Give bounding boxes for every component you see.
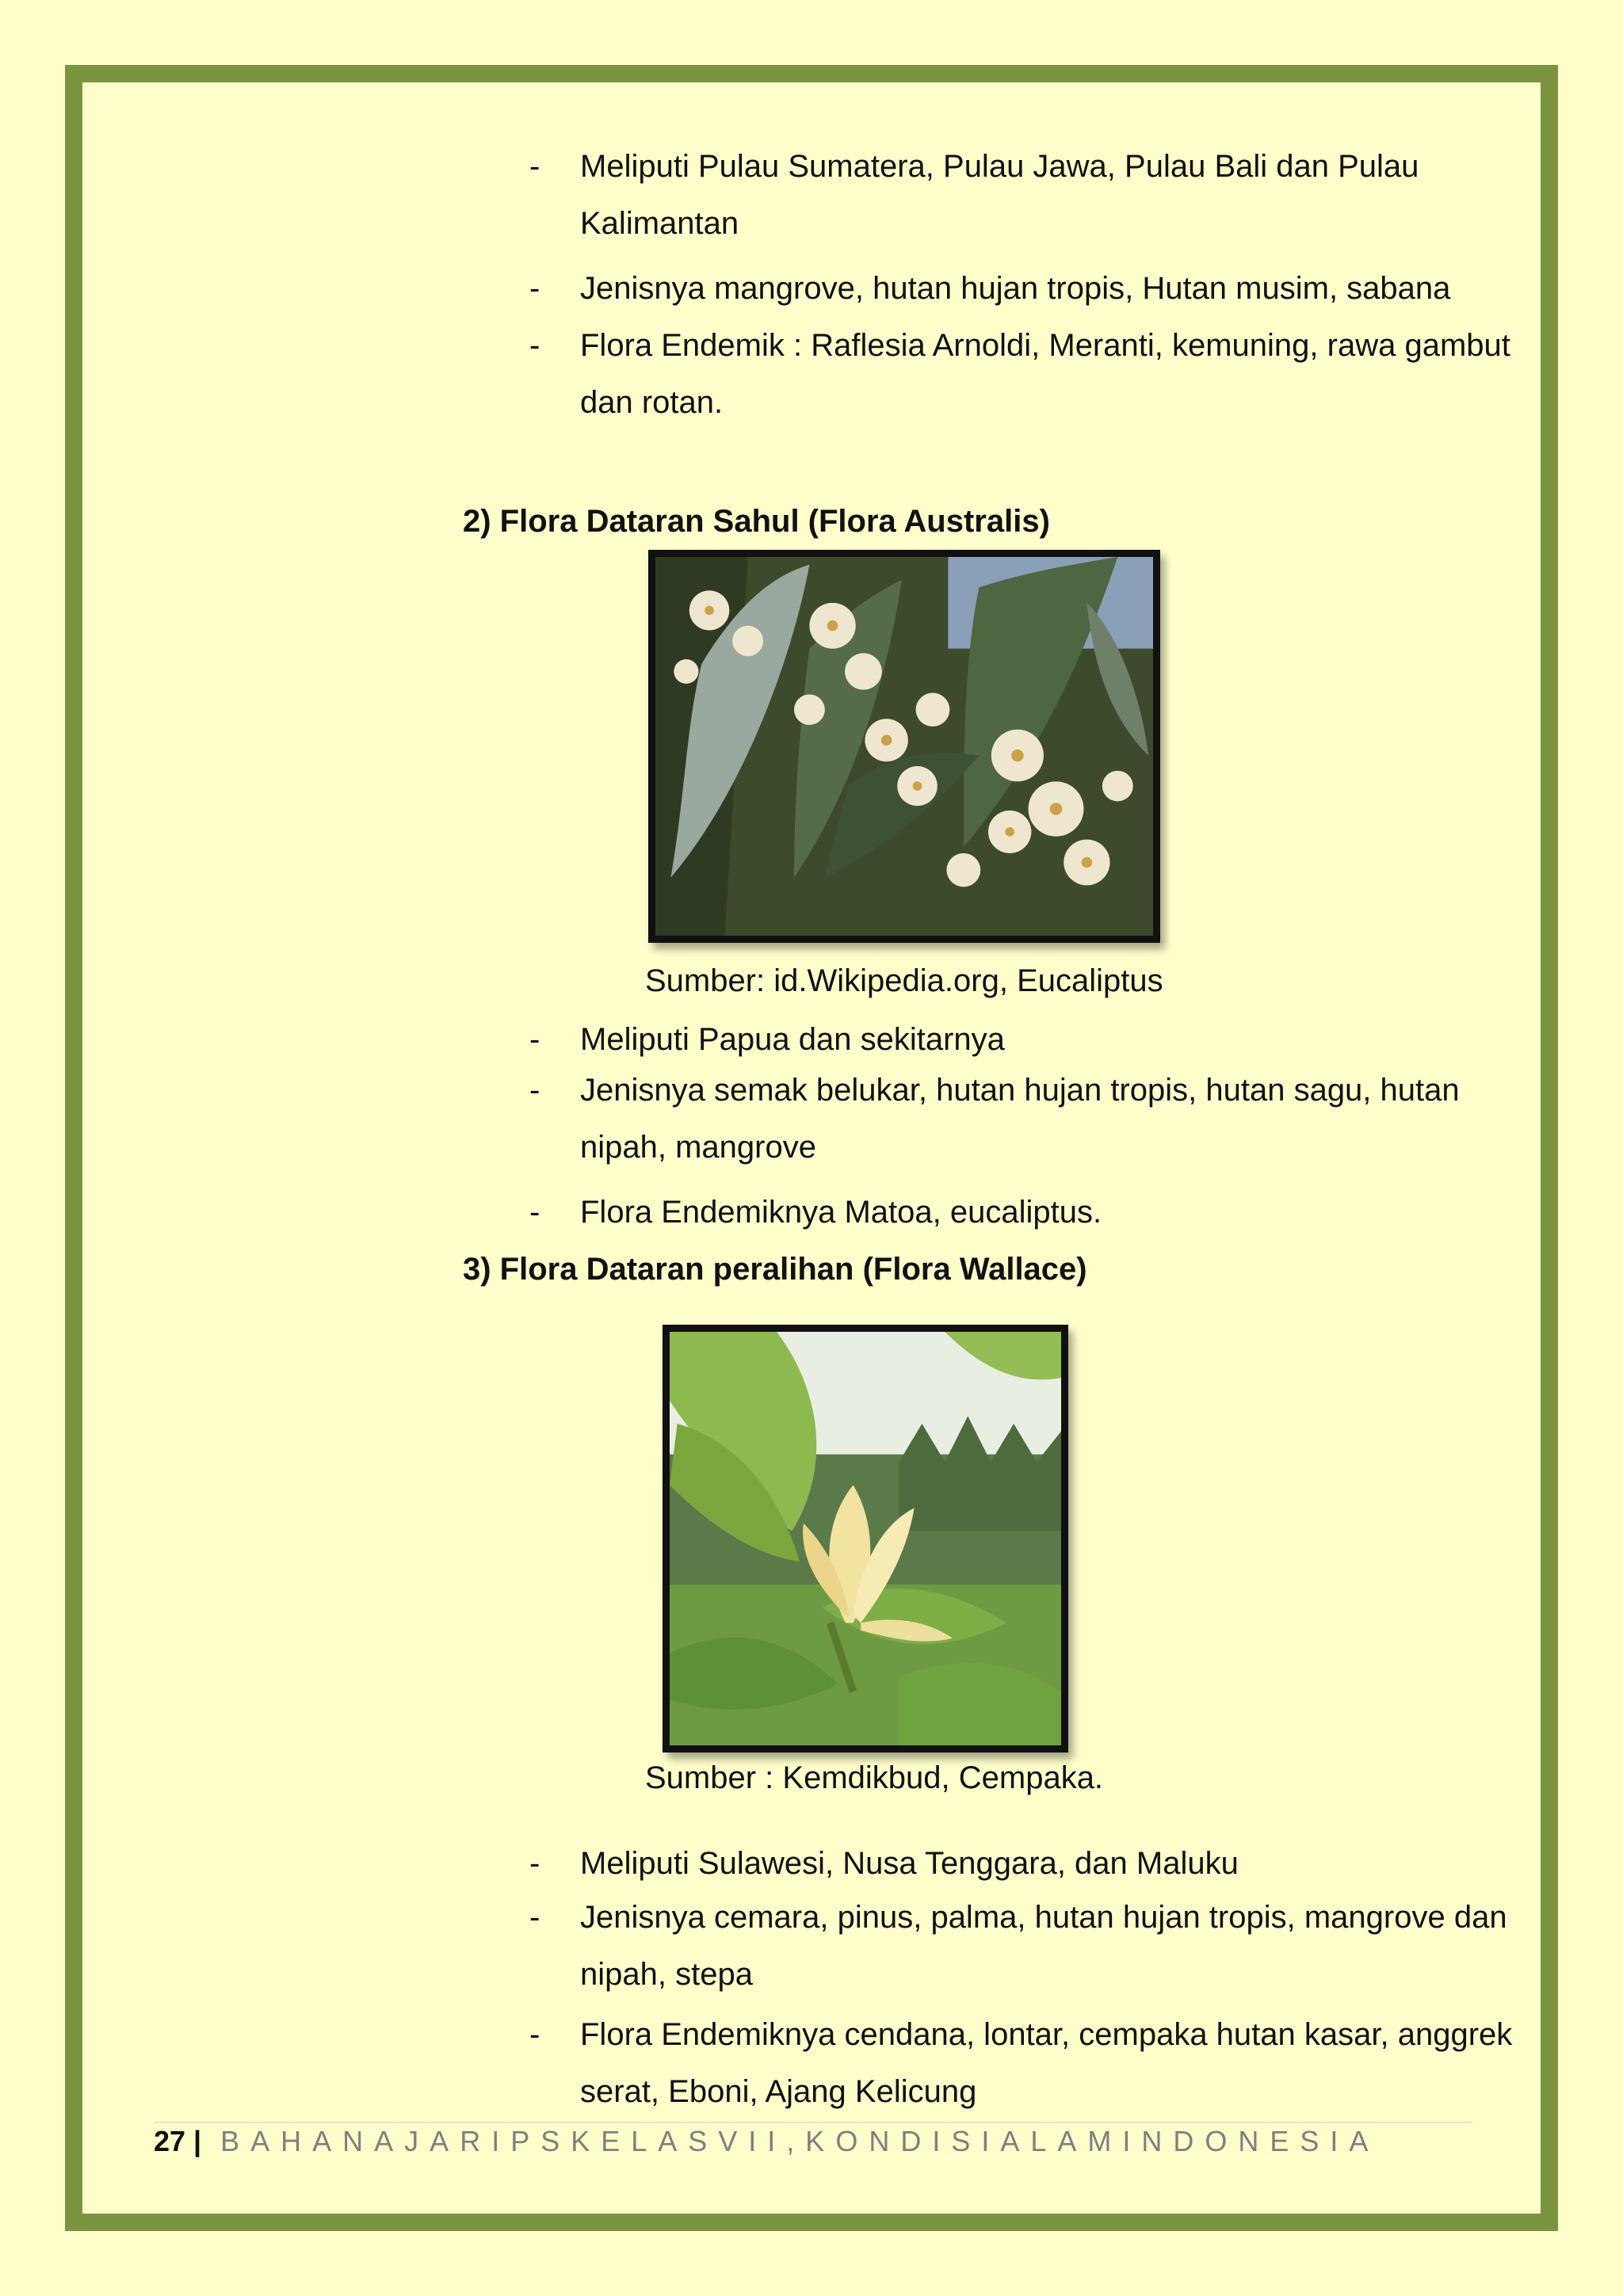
bullet-text: Jenisnya cemara, pinus, palma, hutan hujan tropis, mangrove dan nipah, stepa bbox=[580, 1900, 1507, 1992]
page-footer bbox=[154, 2126, 1422, 2157]
bullet-dash: - bbox=[529, 328, 540, 363]
bullet-dash: - bbox=[529, 1846, 540, 1881]
cempaka-photo bbox=[663, 1325, 1068, 1753]
bullet-text: Meliputi Sulawesi, Nusa Tenggara, dan Maluku bbox=[580, 1846, 1239, 1881]
bullet-text: Meliputi Papua dan sekitarnya bbox=[580, 1022, 1005, 1057]
footer-divider bbox=[154, 2122, 1472, 2123]
cempaka-illustration bbox=[670, 1332, 1061, 1745]
bullet-dash: - bbox=[529, 1022, 540, 1057]
bullet-text: Flora Endemiknya cendana, lontar, cempaka hutan kasar, anggrek serat, Eboni, Ajang Kelicung bbox=[580, 2017, 1513, 2109]
eucalyptus-illustration bbox=[655, 557, 1153, 936]
image-caption: Sumber : Kemdikbud, Cempaka. bbox=[645, 1760, 1104, 1795]
section-heading: 2) Flora Dataran Sahul (Flora Australis) bbox=[463, 504, 1050, 539]
section-heading: 3) Flora Dataran peralihan (Flora Wallace) bbox=[463, 1252, 1087, 1287]
bullet-dash: - bbox=[529, 2017, 540, 2052]
image-caption: Sumber: id.Wikipedia.org, Eucaliptus bbox=[645, 963, 1163, 998]
bullet-dash: - bbox=[529, 271, 540, 306]
bullet-text: Flora Endemik : Raflesia Arnoldi, Meranti, kemuning, rawa gambut dan rotan. bbox=[580, 328, 1510, 420]
bullet-text: Jenisnya mangrove, hutan hujan tropis, Hutan musim, sabana bbox=[580, 271, 1451, 306]
bullet-text: Meliputi Pulau Sumatera, Pulau Jawa, Pulau Bali dan Pulau Kalimantan bbox=[580, 149, 1419, 241]
bullet-dash: - bbox=[529, 149, 540, 184]
bullet-text: Jenisnya semak belukar, hutan hujan tropis, hutan sagu, hutan nipah, mangrove bbox=[580, 1073, 1460, 1165]
page-number: 27 | bbox=[154, 2125, 202, 2157]
bullet-dash: - bbox=[529, 1900, 540, 1935]
bullet-text: Flora Endemiknya Matoa, eucaliptus. bbox=[580, 1195, 1102, 1230]
eucalyptus-photo bbox=[648, 550, 1160, 943]
bullet-dash: - bbox=[529, 1073, 540, 1108]
bullet-dash: - bbox=[529, 1195, 540, 1230]
running-title: BAHANAJARIPSKELASVII,KONDISIALAMINDONESIA bbox=[220, 2125, 1380, 2157]
